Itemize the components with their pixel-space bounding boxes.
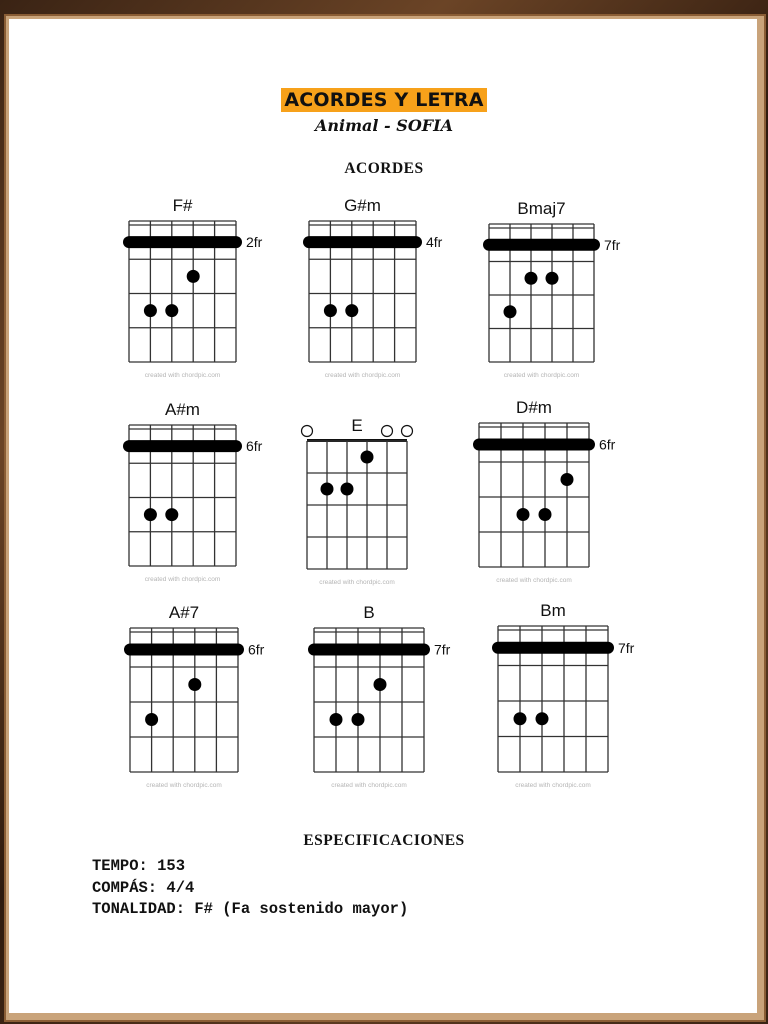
specs-heading: ESPECIFICACIONES [303,832,465,849]
chordpic-watermark: created with chordpic.com [144,576,221,583]
barre-bar [123,236,242,248]
finger-dot [144,304,157,317]
document-title: ACORDES Y LETRA [281,88,486,112]
chord-diagram-1 [89,191,276,402]
chordpic-watermark: created with chordpic.com [515,782,591,789]
chordpic-watermark: created with chordpic.com [331,782,407,789]
finger-dot [330,713,343,726]
chord-diagram-5 [267,411,447,609]
finger-dot [324,304,337,317]
chord-name: G#m [344,196,381,215]
chordpic-watermark: created with chordpic.com [144,372,221,379]
finger-dot [504,305,517,318]
finger-dot [188,678,201,691]
finger-dot [525,272,538,285]
chordpic-watermark: created with chordpic.com [324,372,401,379]
chord-diagram-3 [449,194,634,402]
finger-dot [145,713,158,726]
barre-bar [483,239,600,251]
fret-label: 7fr [618,639,635,656]
chord-name: D#m [516,398,552,417]
finger-dot [352,713,365,726]
fret-label: 7fr [434,641,451,658]
finger-dot [144,508,157,521]
fret-label: 6fr [246,438,263,455]
finger-dot [165,304,178,317]
open-string-marker [402,426,413,437]
spec-compas: COMPÁS: 4/4 [92,878,195,897]
chord-diagram-6 [439,393,629,607]
fret-label: 2fr [246,234,263,251]
chordpic-watermark: created with chordpic.com [496,577,572,584]
specs-list [92,856,408,921]
finger-dot [536,712,549,725]
chord-diagram-9 [458,596,648,812]
chord-name: F# [172,196,193,215]
barre-bar [492,642,614,654]
chord-name: B [363,603,375,622]
chord-diagram-7 [90,598,278,812]
spec-tonalidad: TONALIDAD: F# (Fa sostenido mayor) [92,900,409,918]
spec-tempo: TEMPO: 153 [92,857,186,875]
fret-label: 6fr [248,641,265,658]
chord-name: Bm [540,601,566,620]
finger-dot [345,304,358,317]
fret-label: 7fr [604,236,621,253]
chordpic-watermark: created with chordpic.com [319,579,395,586]
chord-name: A#m [165,400,200,419]
finger-dot [514,712,527,725]
barre-bar [473,439,595,451]
chordpic-watermark: created with chordpic.com [503,372,580,379]
chords-heading: ACORDES [344,160,424,177]
finger-dot [341,483,354,496]
chord-diagram-4 [89,395,276,606]
chord-name: E [351,416,363,435]
barre-bar [124,644,244,656]
chord-diagram-2 [269,191,456,402]
song-subtitle: Animal - SOFIA [314,116,454,135]
fret-label: 6fr [599,436,616,453]
barre-bar [303,236,422,248]
finger-dot [539,508,552,521]
finger-dot [561,473,574,486]
chord-name: Bmaj7 [517,199,566,218]
chord-name: A#7 [168,603,200,622]
title-wrap [0,88,768,112]
open-string-marker [302,426,313,437]
finger-dot [165,508,178,521]
finger-dot [187,270,200,283]
finger-dot [374,678,387,691]
chord-diagram-8 [274,598,464,812]
finger-dot [517,508,530,521]
open-string-marker [382,426,393,437]
barre-bar [123,440,242,452]
finger-dot [361,451,374,464]
fret-label: 4fr [426,234,443,251]
barre-bar [308,644,430,656]
chordpic-watermark: created with chordpic.com [146,782,222,789]
finger-dot [546,272,559,285]
finger-dot [321,483,334,496]
